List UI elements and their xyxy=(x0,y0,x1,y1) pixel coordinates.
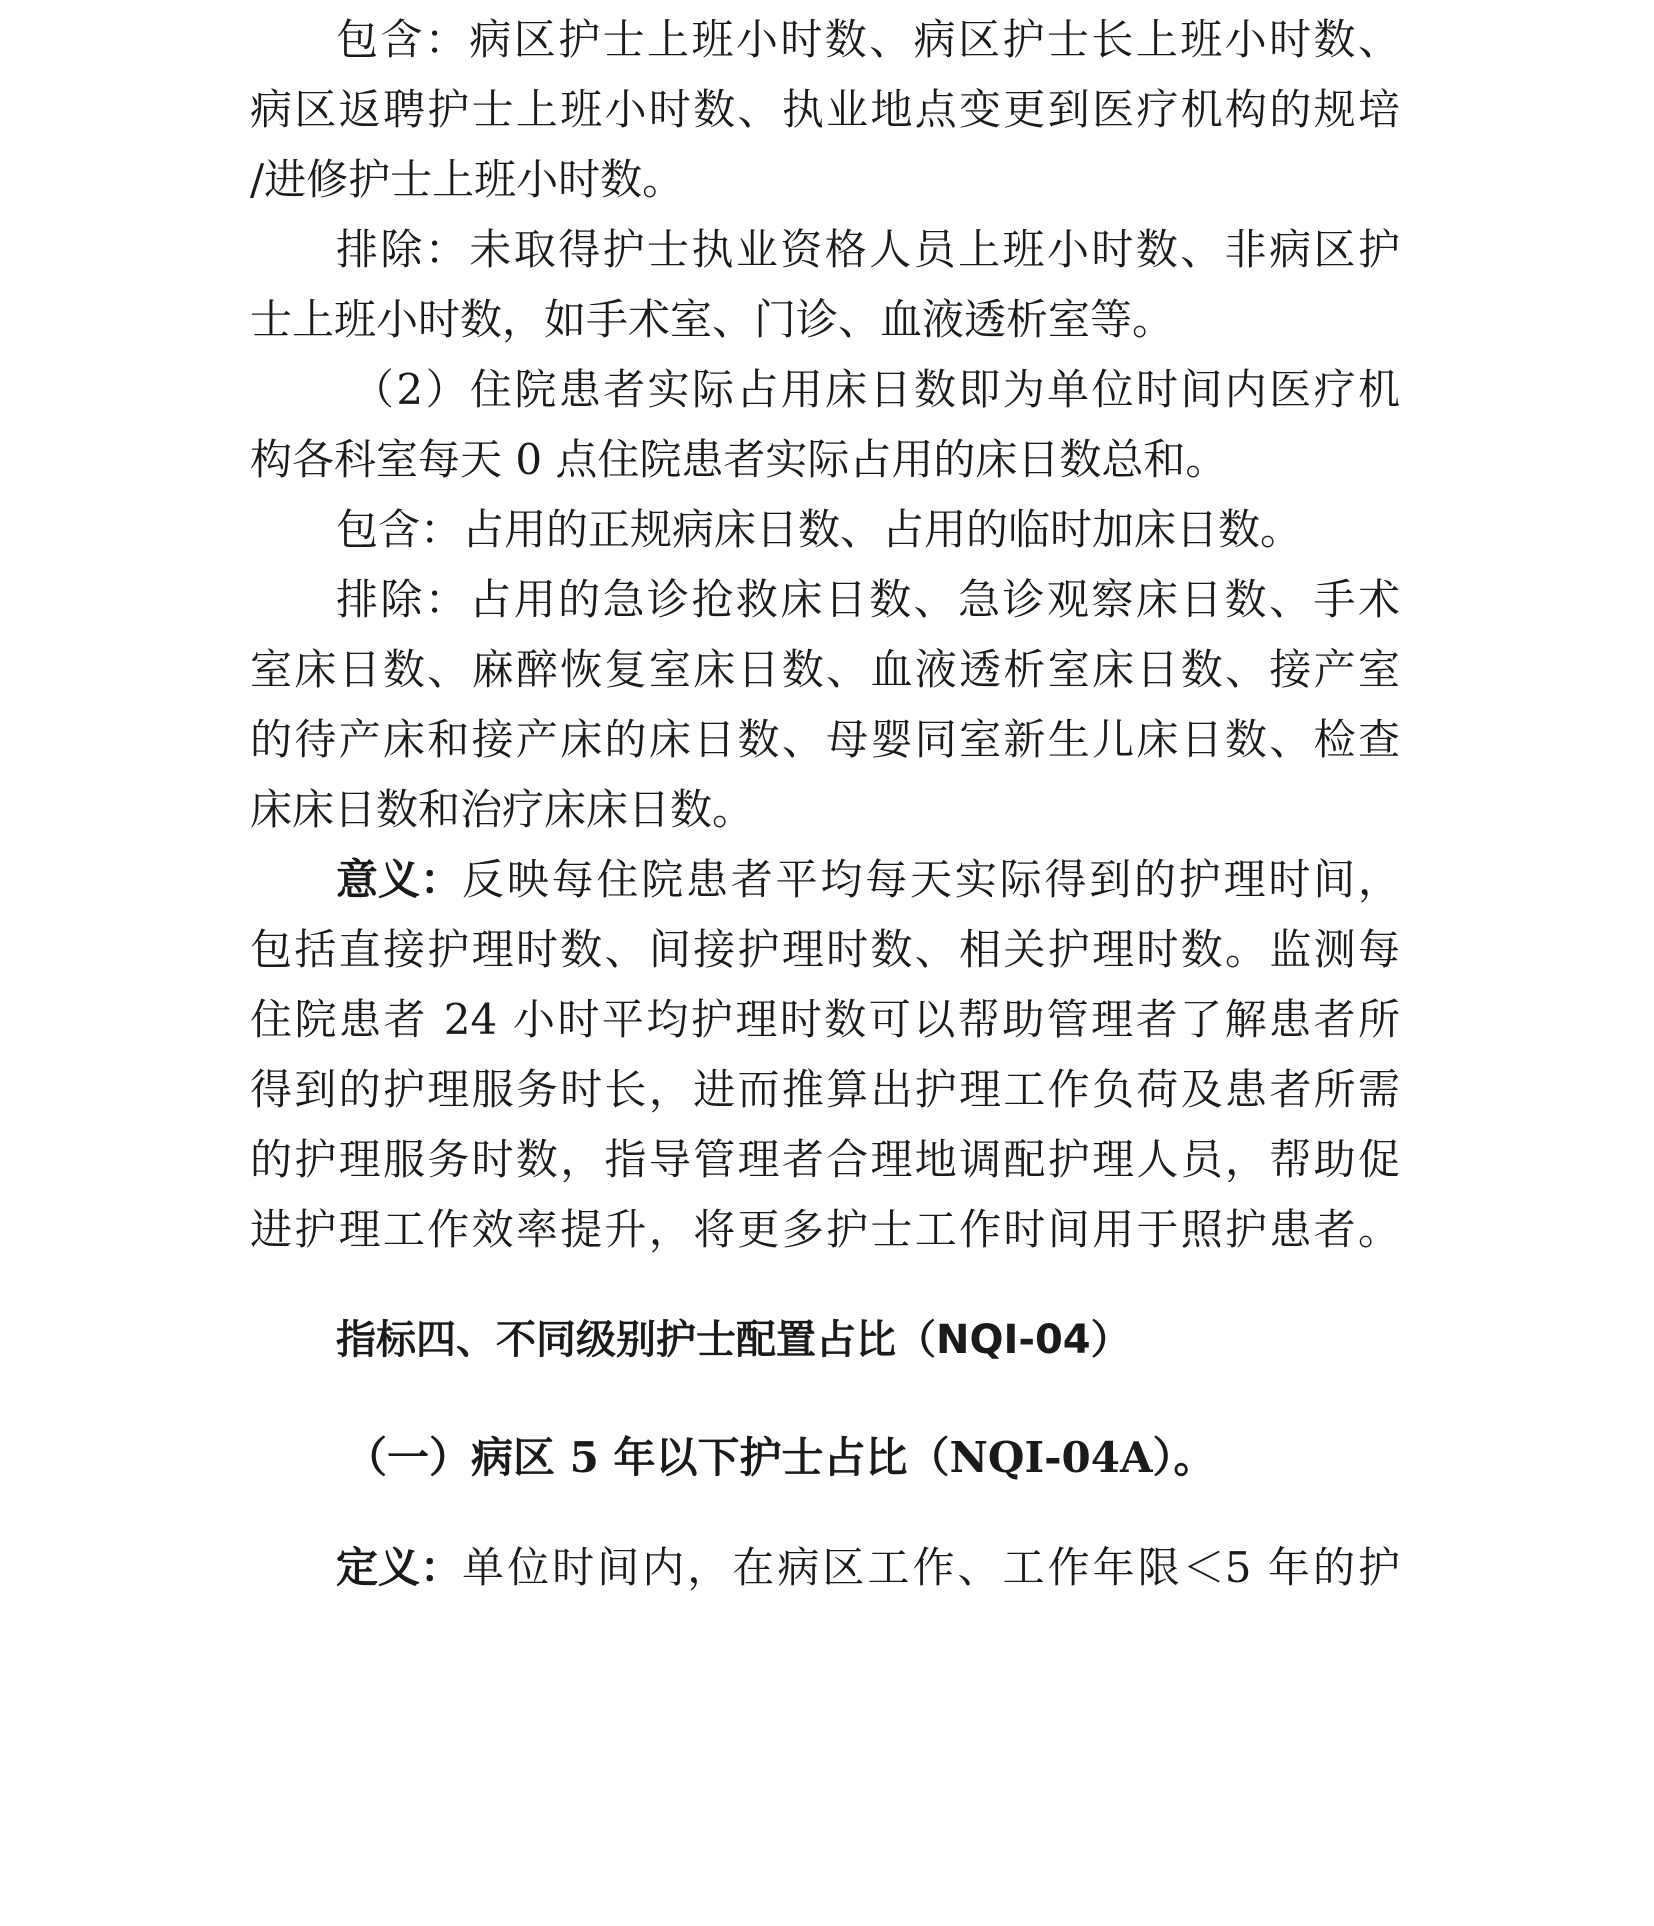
paragraph-line: 包括直接护理时数、间接护理时数、相关护理时数。监测每 xyxy=(250,925,1400,974)
significance-label: 意义： xyxy=(336,855,463,904)
significance-text: 反映每住院患者平均每天实际得到的护理时间， xyxy=(462,855,1400,904)
definition-label: 定义： xyxy=(336,1543,463,1592)
definition-text: 单位时间内，在病区工作、工作年限＜5 年的护 xyxy=(462,1543,1400,1592)
paragraph-line: 床床日数和治疗床床日数。 xyxy=(250,785,755,834)
paragraph-significance-line xyxy=(336,852,1400,908)
paragraph-include-line: 包含：占用的正规病床日数、占用的临时加床日数。 xyxy=(336,505,1303,554)
paragraph-include-line: 包含：病区护士上班小时数、病区护士长上班小时数、 xyxy=(336,15,1400,64)
paragraph-line: 构各科室每天 0 点住院患者实际占用的床日数总和。 xyxy=(250,435,1228,484)
paragraph-exclude-line: 排除：未取得护士执业资格人员上班小时数、非病区护 xyxy=(336,225,1400,274)
paragraph-line: 的待产床和接产床的床日数、母婴同室新生儿床日数、检查 xyxy=(250,715,1400,764)
paragraph-line: 士上班小时数，如手术室、门诊、血液透析室等。 xyxy=(250,295,1175,344)
paragraph-line: 得到的护理服务时长，进而推算出护理工作负荷及患者所需 xyxy=(250,1065,1400,1114)
subsection-heading-nqi-04a: （一）病区 5 年以下护士占比（NQI-04A）。 xyxy=(345,1433,1216,1482)
paragraph-line: 住院患者 24 小时平均护理时数可以帮助管理者了解患者所 xyxy=(250,995,1400,1044)
paragraph-line: 的护理服务时数，指导管理者合理地调配护理人员，帮助促 xyxy=(250,1135,1400,1184)
paragraph-definition-line xyxy=(336,1540,1400,1596)
paragraph-line: 病区返聘护士上班小时数、执业地点变更到医疗机构的规培 xyxy=(250,85,1400,134)
paragraph-exclude-line: 排除：占用的急诊抢救床日数、急诊观察床日数、手术 xyxy=(336,575,1400,624)
paragraph-line: /进修护士上班小时数。 xyxy=(250,155,685,204)
paragraph-line: 室床日数、麻醉恢复室床日数、血液透析室床日数、接产室 xyxy=(250,645,1400,694)
paragraph-line: 进护理工作效率提升，将更多护士工作时间用于照护患者。 xyxy=(250,1205,1400,1254)
paragraph-item-2-line: （2）住院患者实际占用床日数即为单位时间内医疗机 xyxy=(352,365,1400,414)
section-heading-indicator-4: 指标四、不同级别护士配置占比（NQI-04） xyxy=(336,1317,1131,1363)
